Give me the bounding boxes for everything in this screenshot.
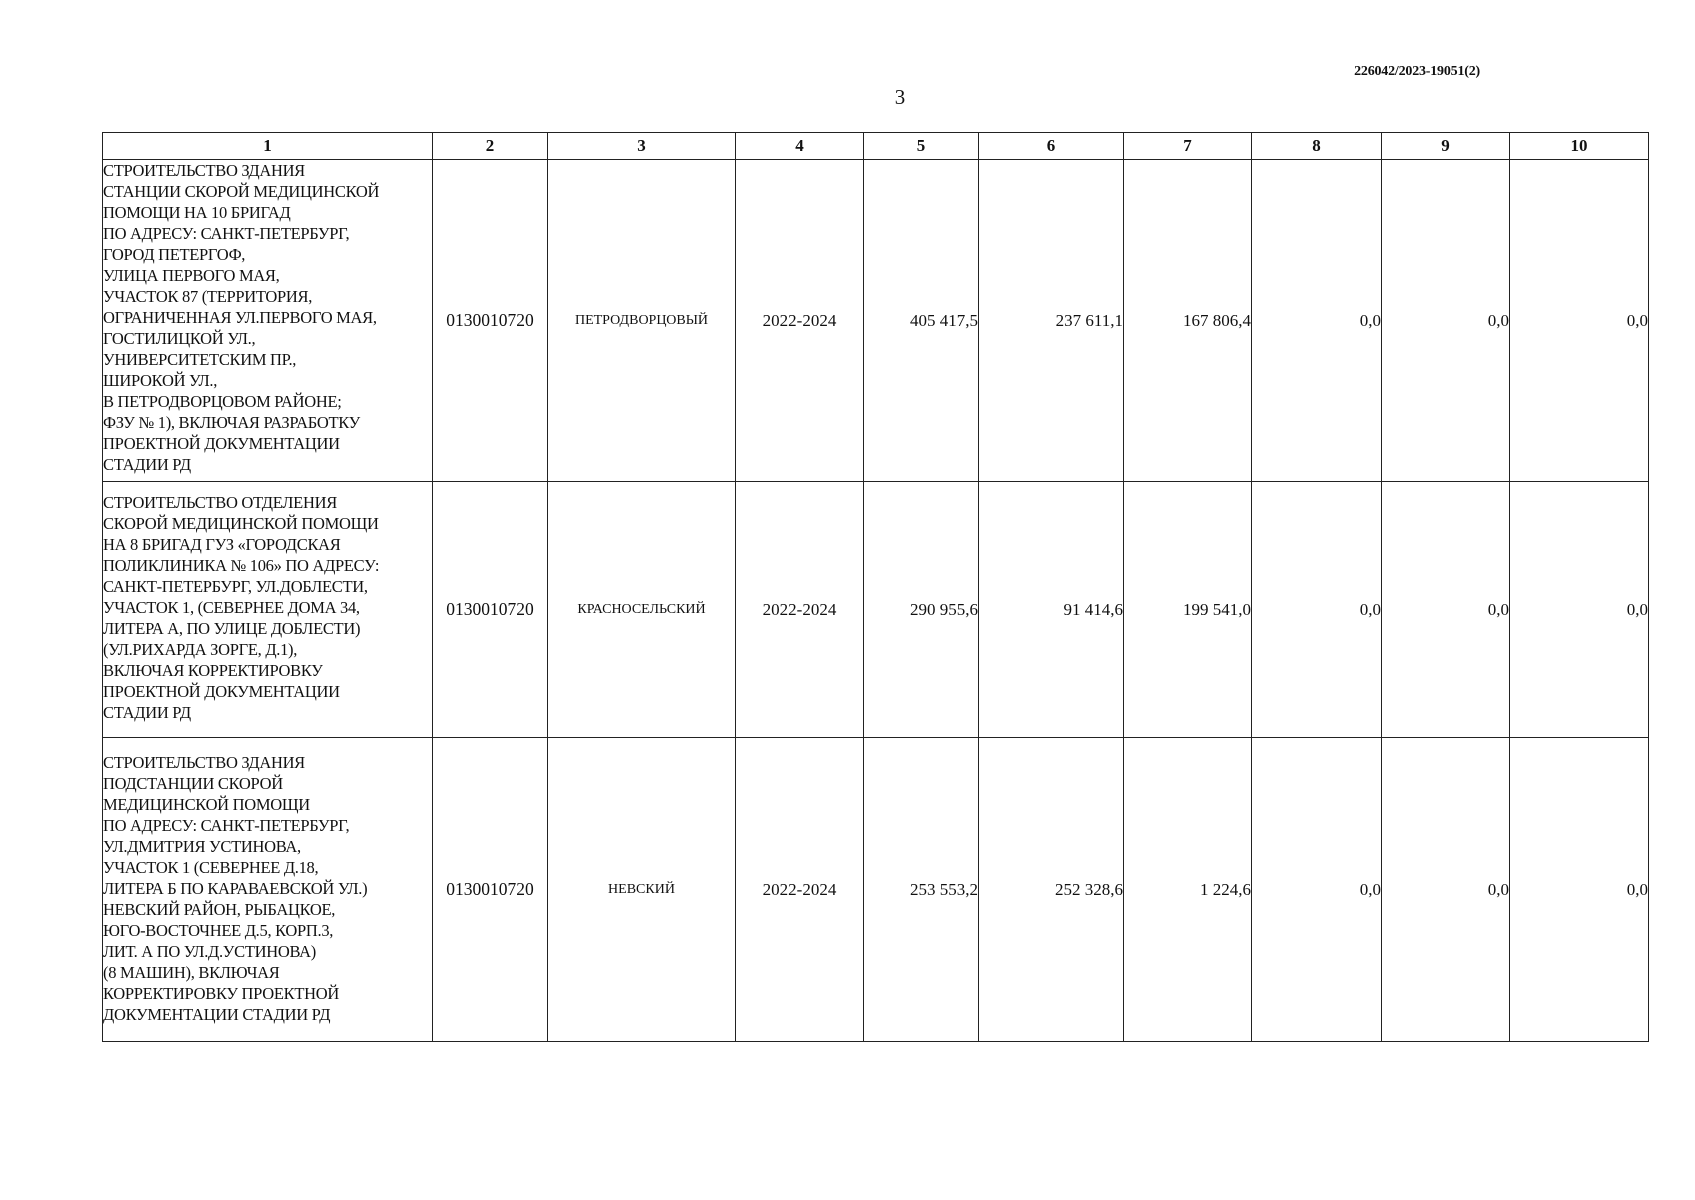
value-cell-5: 253 553,2: [864, 738, 979, 1042]
value-cell-10: 0,0: [1510, 738, 1649, 1042]
column-header-6: 6: [979, 133, 1124, 160]
code-cell: 0130010720: [433, 738, 548, 1042]
column-header-3: 3: [548, 133, 736, 160]
value-cell-7: 1 224,6: [1124, 738, 1252, 1042]
value-cell-6: 91 414,6: [979, 482, 1124, 738]
period-cell: 2022-2024: [736, 738, 864, 1042]
period-cell: 2022-2024: [736, 482, 864, 738]
document-registration-number: 226042/2023-19051(2): [1354, 64, 1480, 79]
value-cell-8: 0,0: [1252, 160, 1382, 482]
column-header-7: 7: [1124, 133, 1252, 160]
value-cell-10: 0,0: [1510, 160, 1649, 482]
value-cell-8: 0,0: [1252, 482, 1382, 738]
value-cell-9: 0,0: [1382, 160, 1510, 482]
district-cell: ПЕТРОДВОРЦОВЫЙ: [548, 160, 736, 482]
object-name-cell: СТРОИТЕЛЬСТВО ЗДАНИЯ СТАНЦИИ СКОРОЙ МЕДИЦИНСКОЙ ПОМОЩИ НА 10 БРИГАД ПО АДРЕСУ: САНКТ-ПЕТЕРБУРГ, ГОРОД ПЕТЕРГОФ, УЛИЦА ПЕРВОГО МАЯ, УЧАСТОК 87 (ТЕРРИТОРИЯ, ОГРАНИЧЕННАЯ УЛ.ПЕРВОГО МАЯ, ГОСТИЛИЦКОЙ УЛ., УНИВЕРСИТЕТСКИМ ПР., ШИРОКОЙ УЛ., В ПЕТРОДВОРЦОВОМ РАЙОНЕ; ФЗУ № 1), ВКЛЮЧАЯ РАЗРАБОТКУ ПРОЕКТНОЙ ДОКУМЕНТАЦИИ СТАДИИ РД: [103, 160, 433, 482]
table-row: [103, 482, 1649, 738]
value-cell-7: 167 806,4: [1124, 160, 1252, 482]
value-cell-9: 0,0: [1382, 738, 1510, 1042]
value-cell-5: 405 417,5: [864, 160, 979, 482]
data-table: [102, 132, 1649, 1042]
district-cell: КРАСНОСЕЛЬСКИЙ: [548, 482, 736, 738]
district-cell: НЕВСКИЙ: [548, 738, 736, 1042]
period-cell: 2022-2024: [736, 160, 864, 482]
code-cell: 0130010720: [433, 160, 548, 482]
value-cell-8: 0,0: [1252, 738, 1382, 1042]
column-header-10: 10: [1510, 133, 1649, 160]
column-header-1: 1: [103, 133, 433, 160]
column-header-2: 2: [433, 133, 548, 160]
object-name-cell: СТРОИТЕЛЬСТВО ОТДЕЛЕНИЯ СКОРОЙ МЕДИЦИНСКОЙ ПОМОЩИ НА 8 БРИГАД ГУЗ «ГОРОДСКАЯ ПОЛИКЛИНИКА № 106» ПО АДРЕСУ: САНКТ-ПЕТЕРБУРГ, УЛ.ДОБЛЕСТИ, УЧАСТОК 1, (СЕВЕРНЕЕ ДОМА 34, ЛИТЕРА А, ПО УЛИЦЕ ДОБЛЕСТИ) (УЛ.РИХАРДА ЗОРГЕ, Д.1), ВКЛЮЧАЯ КОРРЕКТИРОВКУ ПРОЕКТНОЙ ДОКУМЕНТАЦИИ СТАДИИ РД: [103, 482, 433, 738]
value-cell-6: 252 328,6: [979, 738, 1124, 1042]
table-row: [103, 738, 1649, 1042]
table-row: [103, 160, 1649, 482]
code-cell: 0130010720: [433, 482, 548, 738]
value-cell-10: 0,0: [1510, 482, 1649, 738]
column-header-9: 9: [1382, 133, 1510, 160]
value-cell-5: 290 955,6: [864, 482, 979, 738]
object-name-cell: СТРОИТЕЛЬСТВО ЗДАНИЯ ПОДСТАНЦИИ СКОРОЙ МЕДИЦИНСКОЙ ПОМОЩИ ПО АДРЕСУ: САНКТ-ПЕТЕРБУРГ, УЛ.ДМИТРИЯ УСТИНОВА, УЧАСТОК 1 (СЕВЕРНЕЕ Д.18, ЛИТЕРА Б ПО КАРАВАЕВСКОЙ УЛ.) НЕВСКИЙ РАЙОН, РЫБАЦКОЕ, ЮГО-ВОСТОЧНЕЕ Д.5, КОРП.3, ЛИТ. А ПО УЛ.Д.УСТИНОВА) (8 МАШИН), ВКЛЮЧАЯ КОРРЕКТИРОВКУ ПРОЕКТНОЙ ДОКУМЕНТАЦИИ СТАДИИ РД: [103, 738, 433, 1042]
value-cell-6: 237 611,1: [979, 160, 1124, 482]
column-header-4: 4: [736, 133, 864, 160]
column-header-8: 8: [1252, 133, 1382, 160]
header-row: [103, 133, 1649, 160]
value-cell-9: 0,0: [1382, 482, 1510, 738]
page-number: 3: [894, 85, 906, 109]
column-header-5: 5: [864, 133, 979, 160]
value-cell-7: 199 541,0: [1124, 482, 1252, 738]
